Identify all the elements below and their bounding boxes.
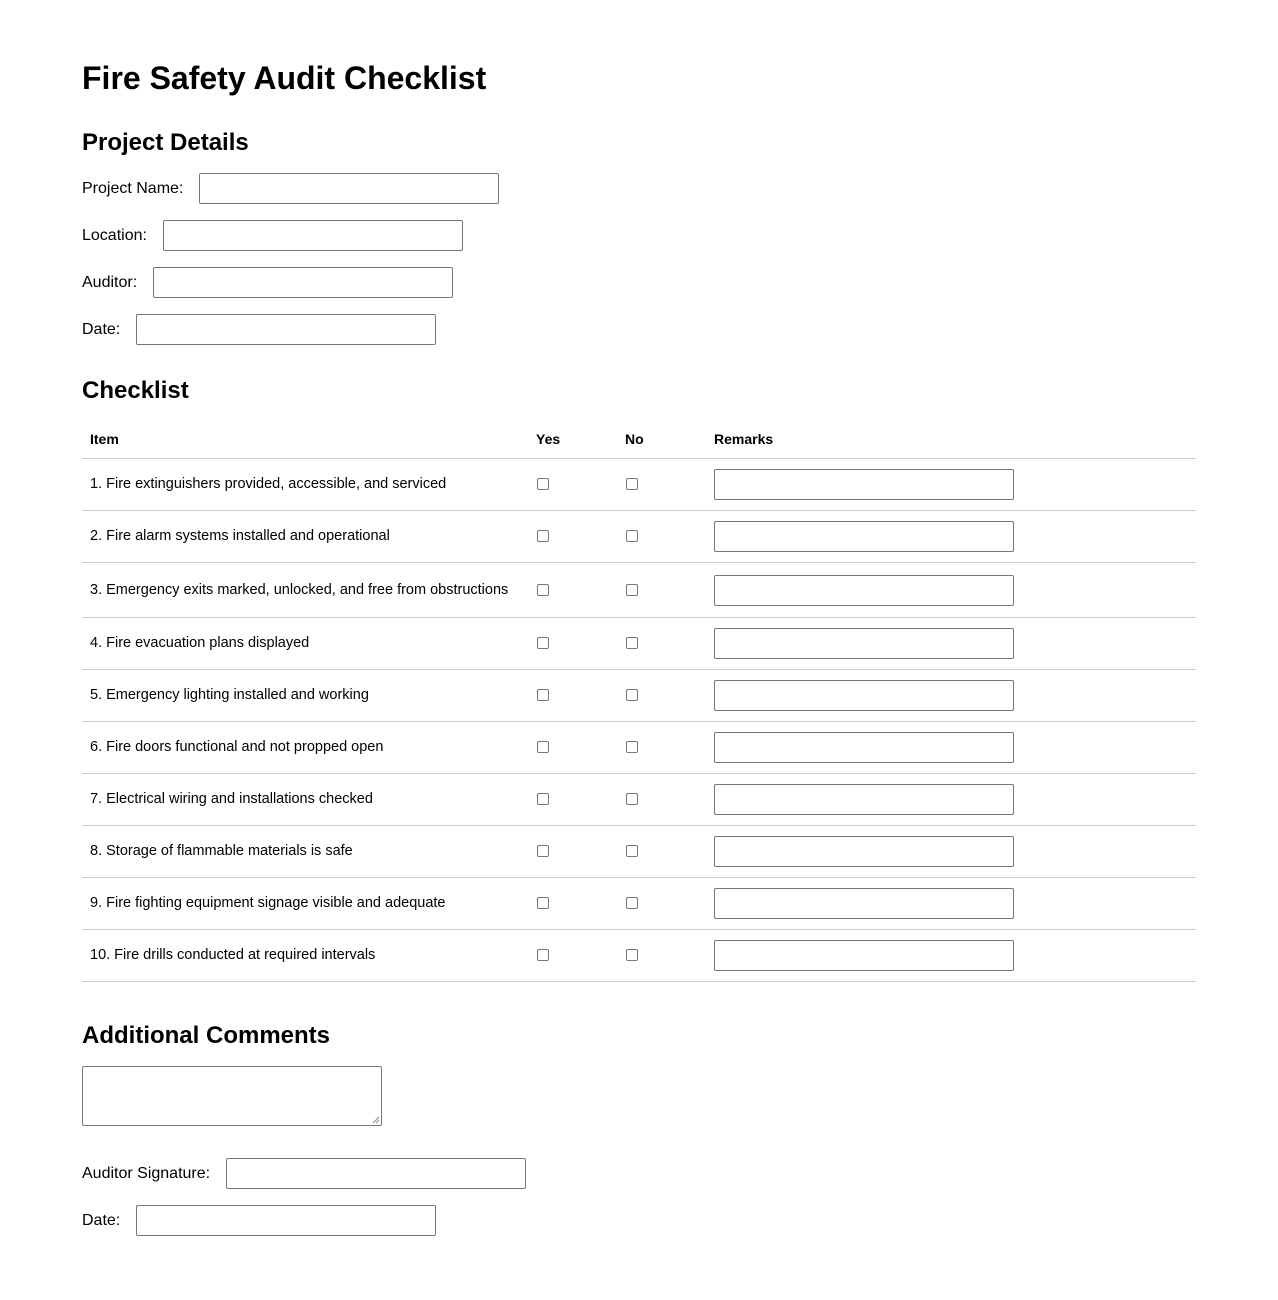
- yes-checkbox[interactable]: [537, 584, 549, 596]
- item-text: 4. Fire evacuation plans displayed: [82, 618, 528, 670]
- table-row: [82, 670, 1196, 722]
- table-row: [82, 511, 1196, 563]
- auditor-signature-label: Auditor Signature:: [82, 1164, 211, 1182]
- no-checkbox[interactable]: [626, 530, 638, 542]
- location-row: [82, 220, 463, 251]
- remarks-input[interactable]: [714, 628, 1014, 659]
- item-text: 9. Fire fighting equipment signage visible and adequate: [82, 878, 528, 930]
- yes-checkbox[interactable]: [537, 949, 549, 961]
- no-checkbox[interactable]: [626, 689, 638, 701]
- yes-checkbox[interactable]: [537, 637, 549, 649]
- date-row: [82, 314, 436, 345]
- no-checkbox[interactable]: [626, 897, 638, 909]
- table-row: [82, 878, 1196, 930]
- table-row: [82, 459, 1196, 511]
- table-row: [82, 774, 1196, 826]
- no-checkbox[interactable]: [626, 845, 638, 857]
- table-row: [82, 618, 1196, 670]
- location-input[interactable]: [163, 220, 463, 251]
- location-label: Location:: [82, 226, 147, 244]
- item-text: 2. Fire alarm systems installed and operational: [82, 511, 528, 563]
- additional-comments-textarea[interactable]: [82, 1066, 382, 1126]
- checklist-header-row: [82, 420, 1196, 459]
- yes-checkbox[interactable]: [537, 478, 549, 490]
- yes-checkbox[interactable]: [537, 741, 549, 753]
- no-checkbox[interactable]: [626, 949, 638, 961]
- yes-checkbox[interactable]: [537, 530, 549, 542]
- yes-checkbox[interactable]: [537, 845, 549, 857]
- yes-checkbox[interactable]: [537, 793, 549, 805]
- auditor-signature-input[interactable]: [226, 1158, 526, 1189]
- remarks-input[interactable]: [714, 732, 1014, 763]
- auditor-signature-row: [82, 1158, 526, 1189]
- date-label: Date:: [82, 320, 121, 338]
- item-text: 1. Fire extinguishers provided, accessible, and serviced: [82, 459, 528, 511]
- signoff-date-label: Date:: [82, 1211, 121, 1229]
- remarks-input[interactable]: [714, 575, 1014, 606]
- resize-grip-icon[interactable]: [372, 1116, 380, 1124]
- project-details-heading: Project Details: [82, 129, 249, 156]
- table-row: [82, 930, 1196, 982]
- auditor-label: Auditor:: [82, 273, 138, 291]
- auditor-input[interactable]: [153, 267, 453, 298]
- signoff-date-input[interactable]: [136, 1205, 436, 1236]
- page-title: Fire Safety Audit Checklist: [82, 60, 487, 96]
- date-input[interactable]: [136, 314, 436, 345]
- remarks-input[interactable]: [714, 680, 1014, 711]
- checklist-heading: Checklist: [82, 377, 189, 404]
- remarks-input[interactable]: [714, 940, 1014, 971]
- no-checkbox[interactable]: [626, 584, 638, 596]
- item-text: 5. Emergency lighting installed and working: [82, 670, 528, 722]
- auditor-row: [82, 267, 453, 298]
- column-header-yes: Yes: [528, 420, 617, 459]
- project-name-row: [82, 173, 499, 204]
- no-checkbox[interactable]: [626, 793, 638, 805]
- item-text: 8. Storage of flammable materials is safe: [82, 826, 528, 878]
- remarks-input[interactable]: [714, 521, 1014, 552]
- yes-checkbox[interactable]: [537, 689, 549, 701]
- table-row: [82, 826, 1196, 878]
- item-text: 7. Electrical wiring and installations checked: [82, 774, 528, 826]
- yes-checkbox[interactable]: [537, 897, 549, 909]
- table-row: [82, 722, 1196, 774]
- additional-comments-heading: Additional Comments: [82, 1022, 331, 1049]
- remarks-input[interactable]: [714, 888, 1014, 919]
- remarks-input[interactable]: [714, 469, 1014, 500]
- project-name-label: Project Name:: [82, 179, 184, 197]
- remarks-input[interactable]: [714, 836, 1014, 867]
- column-header-item: Item: [82, 420, 528, 459]
- checklist-table: [82, 420, 1196, 982]
- item-text: 10. Fire drills conducted at required intervals: [82, 930, 528, 982]
- column-header-remarks: Remarks: [706, 420, 1196, 459]
- item-text: 6. Fire doors functional and not propped open: [82, 722, 528, 774]
- no-checkbox[interactable]: [626, 478, 638, 490]
- table-row: [82, 563, 1196, 618]
- item-text: 3. Emergency exits marked, unlocked, and free from obstructions: [82, 563, 528, 618]
- no-checkbox[interactable]: [626, 637, 638, 649]
- remarks-input[interactable]: [714, 784, 1014, 815]
- project-name-input[interactable]: [199, 173, 499, 204]
- signoff-date-row: [82, 1205, 436, 1236]
- no-checkbox[interactable]: [626, 741, 638, 753]
- column-header-no: No: [617, 420, 706, 459]
